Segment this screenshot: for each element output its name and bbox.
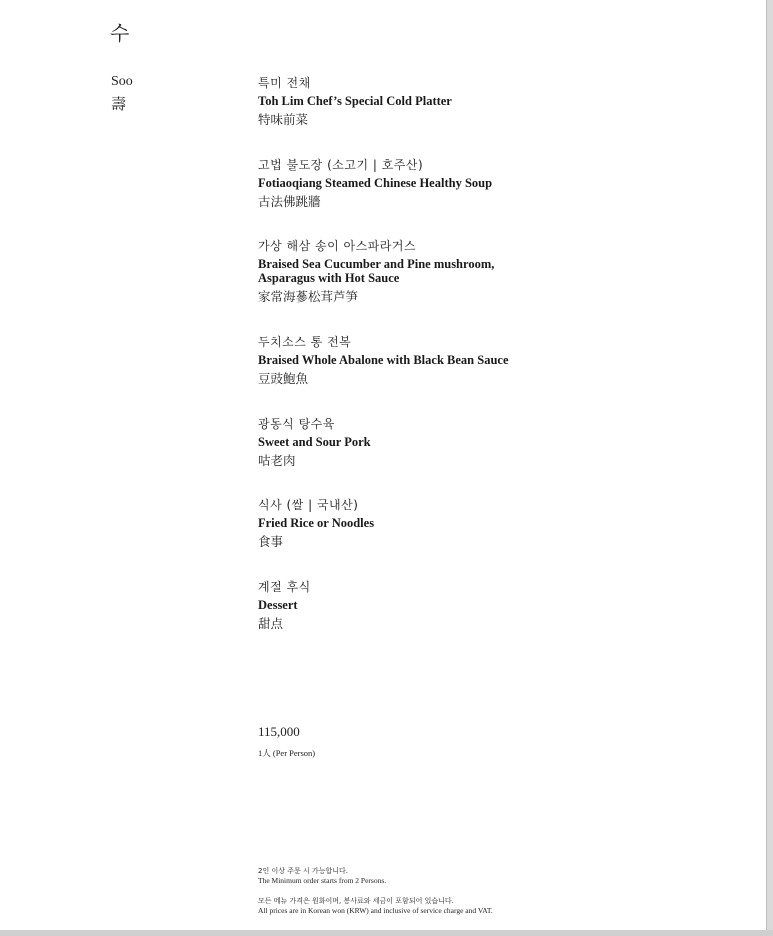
dish-name-chinese: 特味前菜 <box>258 112 309 127</box>
page-edge-bottom <box>0 930 773 936</box>
min-order-note-korean: 2인 이상 주문 시 가능합니다. <box>258 867 348 875</box>
min-order-note-english: The Minimum order starts from 2 Persons. <box>258 876 387 885</box>
dish-item <box>258 417 738 469</box>
dish-item <box>258 580 738 632</box>
dish-name-english: Sweet and Sour Pork <box>258 435 371 449</box>
dish-item <box>258 239 738 305</box>
dish-name-english: Fried Rice or Noodles <box>258 516 375 530</box>
dish-name-english: Fotiaoqiang Steamed Chinese Healthy Soup <box>258 176 493 190</box>
course-title: 수 <box>110 21 130 45</box>
dish-name-chinese: 家常海蔘松茸芦笋 <box>258 289 359 304</box>
dish-name-english: Toh Lim Chef’s Special Cold Platter <box>258 94 452 108</box>
course-name-chinese: 壽 <box>111 97 127 113</box>
dish-name-english: Braised Sea Cucumber and Pine mushroom, <box>258 257 495 271</box>
menu-notes <box>258 866 698 916</box>
dish-name-korean: 특미 전채 <box>258 76 311 90</box>
dish-name-korean: 광동식 탕수육 <box>258 417 335 431</box>
dish-name-chinese: 豆豉鮑魚 <box>258 371 309 386</box>
dish-name-korean: 고법 불도장 (소고기 | 호주산) <box>258 158 424 172</box>
dish-name-english-line2: Asparagus with Hot Sauce <box>258 271 400 285</box>
dish-name-chinese: 食事 <box>258 534 284 549</box>
dish-name-chinese: 咕老肉 <box>258 453 296 468</box>
dish-name-english: Braised Whole Abalone with Black Bean Sauce <box>258 353 509 367</box>
page-edge-right <box>767 0 773 936</box>
dish-item <box>258 335 738 387</box>
price-unit: 1人 (Per Person) <box>258 748 316 758</box>
dish-name-english: Dessert <box>258 598 298 612</box>
dish-name-chinese: 古法佛跳牆 <box>258 194 321 209</box>
dish-item <box>258 498 738 550</box>
dish-name-korean: 계절 후식 <box>258 580 311 594</box>
price-amount: 115,000 <box>258 724 300 739</box>
price-note-korean: 모든 메뉴 가격은 원화이며, 봉사료와 세금이 포함되어 있습니다. <box>258 897 454 905</box>
dish-item <box>258 158 738 210</box>
dish-name-korean: 식사 (쌀 | 국내산) <box>258 498 359 512</box>
course-name-english: Soo <box>111 74 133 89</box>
dish-name-chinese: 甜点 <box>258 616 284 631</box>
dish-item <box>258 76 738 128</box>
dish-name-korean: 가상 해삼 송이 아스파라거스 <box>258 239 417 253</box>
price-note-english: All prices are in Korean won (KRW) and inclusive of service charge and VAT. <box>258 906 493 915</box>
dish-name-korean: 두치소스 통 전복 <box>258 335 352 349</box>
